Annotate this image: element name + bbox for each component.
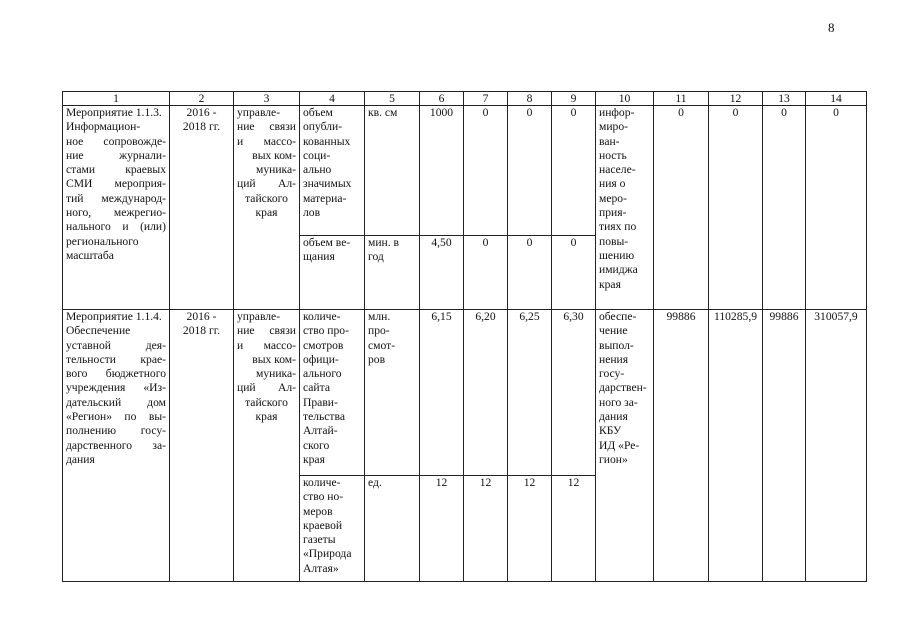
value-cell: 6,20 [464,310,508,476]
funding-cell: 0 [709,106,763,310]
value-cell: 0 [552,236,596,310]
event-cell: Мероприятие 1.1.3. Информацион- ное сопровожде- ние журнали- стами краевых СМИ мероприя- тий международ- ного, межрегио- нального и (или) регионального масштаба [63,106,170,310]
period-cell: 2016 - 2018 гг. [170,106,234,310]
value-cell: 12 [552,476,596,582]
goal-cell: инфор- миро- ван- ность населе- ния о меро- прия- тиях по повы- шению имиджа края [596,106,654,310]
value-cell: 6,30 [552,310,596,476]
funding-cell: 0 [654,106,709,310]
table-row [63,106,867,236]
value-cell: 12 [508,476,552,582]
value-cell: 6,15 [420,310,464,476]
col-header-10: 10 [596,92,654,106]
value-cell: 0 [464,106,508,236]
value-cell: 4,50 [420,236,464,310]
col-header-14: 14 [806,92,867,106]
col-header-6: 6 [420,92,464,106]
goal-cell: обеспе- чение выпол- нения госу- дарствен- ного за- дания КБУ ИД «Ре- гион» [596,310,654,582]
col-header-7: 7 [464,92,508,106]
table-row [63,310,867,476]
col-header-3: 3 [234,92,300,106]
funding-cell: 310057,9 [806,310,867,582]
indicator-name-cell: количе- ство про- смотров офици- ального сайта Прави- тельства Алтай- ского края [300,310,365,476]
period-cell: 2016 - 2018 гг. [170,310,234,582]
unit-cell: кв. см [365,106,420,236]
col-header-13: 13 [763,92,806,106]
executor-cell: управле- ние связи и массо- вых ком- муника- ций Ал- тайского края [234,106,300,310]
col-header-8: 8 [508,92,552,106]
value-cell: 1000 [420,106,464,236]
col-header-4: 4 [300,92,365,106]
indicator-name-cell: количе- ство но- меров краевой газеты «Природа Алтая» [300,476,365,582]
funding-cell: 99886 [654,310,709,582]
value-cell: 0 [464,236,508,310]
value-cell: 12 [464,476,508,582]
value-cell: 6,25 [508,310,552,476]
value-cell: 0 [508,236,552,310]
unit-cell: млн. про- смот- ров [365,310,420,476]
column-number-row [63,92,867,106]
executor-cell: управле- ние связи и массо- вых ком- муника- ций Ал- тайского края [234,310,300,582]
page-number: 8 [828,20,835,35]
event-cell: Мероприятие 1.1.4. Обеспечение уставной дея- тельности крае- вого бюджетного учреждения «Из- дательский дом «Регион» по вы- полнению госу- дарственного за- дания [63,310,170,582]
program-table [62,91,867,582]
funding-cell: 0 [806,106,867,310]
value-cell: 12 [420,476,464,582]
col-header-11: 11 [654,92,709,106]
col-header-1: 1 [63,92,170,106]
value-cell: 0 [508,106,552,236]
funding-cell: 110285,9 [709,310,763,582]
unit-cell: ед. [365,476,420,582]
indicator-name-cell: объем опубли- кованных соци- ально значимых материа- лов [300,106,365,236]
indicator-name-cell: объем ве- щания [300,236,365,310]
funding-cell: 0 [763,106,806,310]
funding-cell: 99886 [763,310,806,582]
col-header-12: 12 [709,92,763,106]
col-header-9: 9 [552,92,596,106]
value-cell: 0 [552,106,596,236]
col-header-5: 5 [365,92,420,106]
unit-cell: мин. в год [365,236,420,310]
col-header-2: 2 [170,92,234,106]
